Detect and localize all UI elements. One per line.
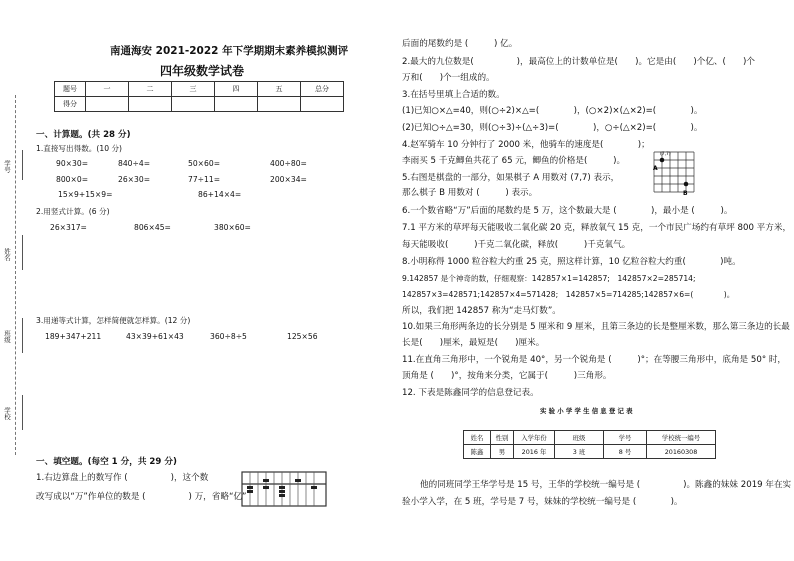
fill-q1-line1: 1.右边算盘上的数写作 ( )，这个数 xyxy=(36,473,209,483)
info-cell: 陈鑫 xyxy=(464,445,491,459)
q3-title: 3.用递等式计算，怎样简便就怎样算。(12 分) xyxy=(36,316,191,325)
q1-item: 840÷4= xyxy=(118,159,151,168)
info-cell: 20160308 xyxy=(647,445,716,459)
info-table-caption: 实 验 小 学 学 生 信 息 登 记 表 xyxy=(540,407,633,415)
piece-b-label: B xyxy=(683,190,688,197)
margin-blank-student-no xyxy=(22,150,23,180)
abacus-image xyxy=(240,470,330,510)
right-q9-line1: 9.142857 是个神奇的数，仔细观察：142857×1=142857; 142857×2=285714; xyxy=(402,274,696,283)
margin-label-school: 学校 xyxy=(3,407,11,420)
margin-label-name: 姓名 xyxy=(3,248,11,261)
info-cell: 入学年份 xyxy=(514,431,555,445)
info-table-header-row xyxy=(464,431,716,445)
right-q2-line1: 2.最大的九位数是( )，最高位上的计数单位是( )。它是由( )个亿、( )个 xyxy=(402,57,755,67)
q1-item: 800×0= xyxy=(56,175,89,184)
score-cell: 题号 xyxy=(55,82,86,97)
right-q5-line1: 5.右图是棋盘的一部分，如果棋子 A 用数对 (7,7) 表示， xyxy=(402,173,620,183)
right-q6: 6.一个数省略“万”后面的尾数约是 5 万，这个数最大是 ( )，最小是 ( )。 xyxy=(402,206,733,216)
q3-item: 125×56 xyxy=(287,332,318,341)
q3-item: 43×39+61×43 xyxy=(126,332,184,341)
section-heading-calc: 一、计算题。(共 28 分) xyxy=(36,130,131,140)
exam-title: 南通海安 2021-2022 年下学期期末素养模拟测评 xyxy=(110,45,349,57)
section-heading-fill: 一、填空题。(每空 1 分，共 29 分) xyxy=(36,457,177,467)
score-table xyxy=(54,81,344,112)
right-q11-line2: 顶角是 ( )°，按角来分类，它属于( )三角形。 xyxy=(402,371,612,381)
fill-q1-line2: 改写成以“万”作单位的数是 ( ) 万，省略“亿” xyxy=(36,492,247,502)
q1-title: 1.直接写出得数。(10 分) xyxy=(36,144,122,153)
right-q1-continuation: 后面的尾数约是 ( ) 亿。 xyxy=(402,39,518,49)
q1-item: 86+14×4= xyxy=(198,190,242,199)
q1-item: 200×34= xyxy=(270,175,307,184)
info-cell: 姓名 xyxy=(464,431,491,445)
info-cell: 8 号 xyxy=(604,445,647,459)
right-q3-part2: (2)已知○÷△=30，则(○÷3)÷(△÷3)=( )，○÷(△×2)=( )。 xyxy=(402,123,703,133)
right-q10-line2: 长是( )厘米，最短是( )厘米。 xyxy=(402,338,545,348)
score-cell: 得分 xyxy=(55,97,86,112)
score-input-cell[interactable] xyxy=(172,97,215,112)
right-q7-line1: 7.1 平方米的草坪每天能吸收二氧化碳 20 克，释放氧气 15 克，一个市民广场约有草坪 800 平方米， xyxy=(402,223,792,233)
chessboard-image xyxy=(650,148,698,198)
info-cell: 学号 xyxy=(604,431,647,445)
exam-subtitle: 四年级数学试卷 xyxy=(160,64,245,78)
margin-label-student-no: 学号 xyxy=(3,160,11,173)
right-q9-line2: 142857×3=428571;142857×4=571428; 142857×5=714285;142857×6=( )。 xyxy=(402,290,735,299)
q1-item: 50×60= xyxy=(188,159,221,168)
margin-blank-school xyxy=(22,395,23,430)
info-cell: 班级 xyxy=(555,431,604,445)
score-cell: 一 xyxy=(86,82,129,97)
q2-item: 806×45= xyxy=(134,223,171,232)
right-q11-line1: 11.在直角三角形中，一个锐角是 40°，另一个锐角是 ( )°；在等腰三角形中，底角是 50° 时， xyxy=(402,355,787,365)
piece-a-marker xyxy=(660,158,665,163)
info-table-row xyxy=(464,445,716,459)
q2-title: 2.用竖式计算。(6 分) xyxy=(36,207,110,216)
right-q7-line2: 每天能吸收( )千克二氧化碳，释放( )千克氧气。 xyxy=(402,240,631,250)
score-cell: 总分 xyxy=(301,82,344,97)
score-cell: 二 xyxy=(129,82,172,97)
right-q12-line1: 他的同班同学王华学号是 15 号，王华的学校统一编号是 ( )。陈鑫的妹妹 2019 年在实 xyxy=(420,480,792,490)
score-input-cell[interactable] xyxy=(86,97,129,112)
q2-item: 380×60= xyxy=(214,223,251,232)
score-input-cell[interactable] xyxy=(129,97,172,112)
score-input-cell[interactable] xyxy=(258,97,301,112)
q1-item: 15×9+15×9= xyxy=(58,190,113,199)
margin-blank-name xyxy=(22,235,23,270)
right-q4-line1: 4.赵军骑车 10 分钟行了 2000 米，他骑车的速度是( )； xyxy=(402,140,650,150)
q3-item: 360÷8÷5 xyxy=(210,332,247,341)
right-q12-line2: 验小学入学，在 5 班，学号是 7 号，妹妹的学校统一编号是 ( )。 xyxy=(402,497,683,507)
right-q12-title: 12. 下表是陈鑫同学的信息登记表。 xyxy=(402,388,539,398)
q2-item: 26×317= xyxy=(50,223,87,232)
margin-blank-class xyxy=(22,318,23,353)
right-q2-line2: 万和( )个一组成的。 xyxy=(402,73,495,83)
score-input-cell[interactable] xyxy=(301,97,344,112)
info-cell: 3 班 xyxy=(555,445,604,459)
right-q8: 8.小明称得 1000 粒谷粒大约重 25 克，照这样计算，10 亿粒谷粒大约重( )吨。 xyxy=(402,257,741,267)
info-cell: 性别 xyxy=(491,431,514,445)
info-cell: 男 xyxy=(491,445,514,459)
q3-item: 189+347+211 xyxy=(45,332,102,341)
q1-item: 26×30= xyxy=(118,175,151,184)
score-table-score-row xyxy=(55,97,344,112)
right-q3-title: 3.在括号里填上合适的数。 xyxy=(402,90,505,100)
score-cell: 三 xyxy=(172,82,215,97)
score-input-cell[interactable] xyxy=(215,97,258,112)
right-q4-line2: 李雨买 5 千克鲫鱼共花了 65 元，鲫鱼的价格是( )。 xyxy=(402,156,626,166)
info-cell: 学校统一编号 xyxy=(647,431,716,445)
right-q5-line2: 那么棋子 B 用数对 ( ) 表示。 xyxy=(402,188,538,198)
right-q9-line3: 所以，我们把 142857 称为“走马灯数”。 xyxy=(402,306,561,316)
q1-item: 90×30= xyxy=(56,159,89,168)
student-info-table xyxy=(463,430,716,459)
right-q10-line1: 10.如果三角形两条边的长分别是 5 厘米和 9 厘米，且第三条边的长是整厘米数，那么第三条边的长最 xyxy=(402,322,790,332)
piece-b-marker xyxy=(684,182,689,187)
piece-a-label: A xyxy=(653,165,658,172)
binding-dashed-line xyxy=(15,95,16,455)
margin-label-class: 班级 xyxy=(3,330,11,343)
right-q3-part1: (1)已知○×△=40，则(○÷2)×△=( )，(○×2)×(△×2)=( )。 xyxy=(402,106,703,116)
score-cell: 五 xyxy=(258,82,301,97)
info-cell: 2016 年 xyxy=(514,445,555,459)
score-table-header-row xyxy=(55,82,344,97)
piece-a-coord: (7,7) xyxy=(660,152,671,157)
q1-item: 400÷80= xyxy=(270,159,307,168)
score-cell: 四 xyxy=(215,82,258,97)
q1-item: 77÷11= xyxy=(188,175,221,184)
